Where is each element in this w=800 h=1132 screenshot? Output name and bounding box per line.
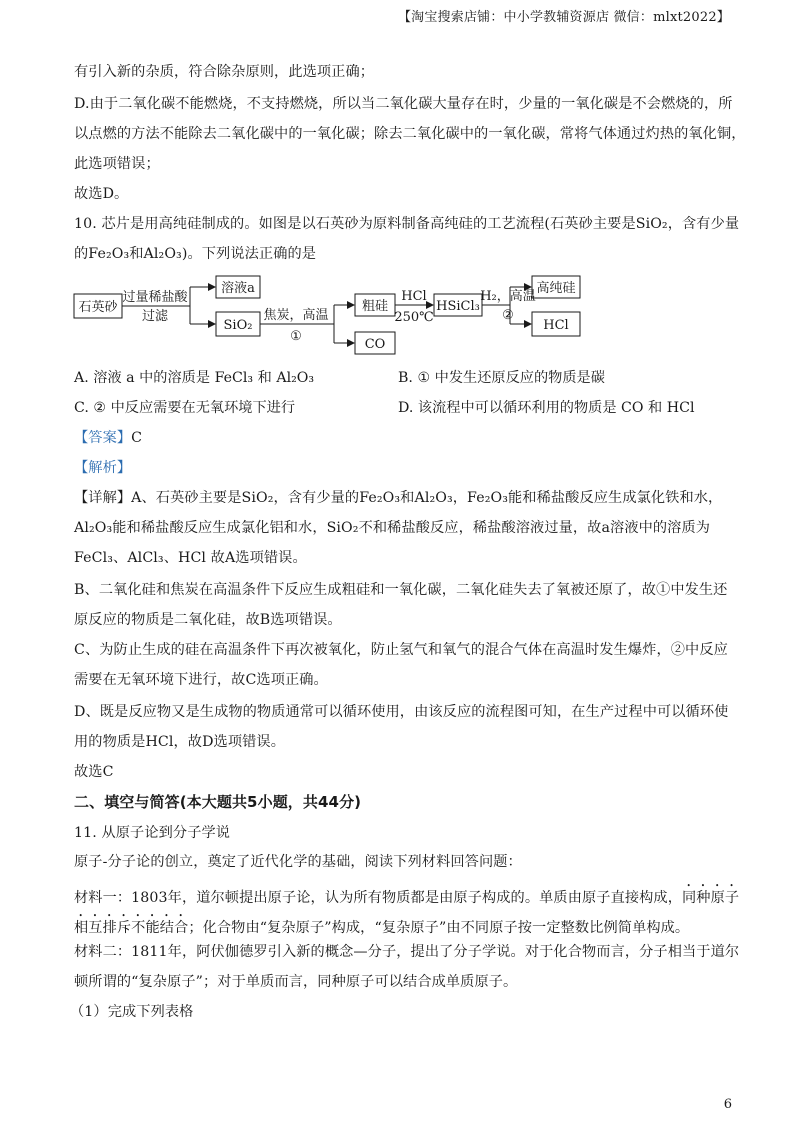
acid-label: 过量稀盐酸 bbox=[122, 290, 188, 305]
page-number: 6 bbox=[723, 1097, 732, 1112]
q10-stem-line-2: 的Fe₂O₃和Al₂O₃)。下列说法正确的是 bbox=[74, 246, 317, 262]
emphasis-text: 相互排斥不能结合 bbox=[74, 920, 189, 936]
detail-line-2: Al₂O₃能和稀盐酸反应生成氯化铝和水，SiO₂不和稀盐酸反应，稀盐酸溶液过量，故a溶液中的溶质为 bbox=[74, 520, 711, 536]
detail-line-1: 【详解】A、石英砂主要是SiO₂，含有少量的Fe₂O₃和Al₂O₃，Fe₂O₃能和稀盐酸反应生成氯化铁和水， bbox=[74, 490, 723, 506]
detail-line-8: D、既是反应物又是生成物的物质通常可以循环使用，由该反应的流程图可知，在生产过程中可以循环使 bbox=[74, 704, 729, 720]
option-a: A. 溶液 a 中的溶质是 FeCl₃ 和 Al₂O₃ bbox=[74, 370, 315, 386]
sio2-label: SiO₂ bbox=[223, 318, 253, 333]
detail-line-7: 需要在无氧环境下进行，故C选项正确。 bbox=[74, 672, 328, 688]
prev-answer-line-1: 有引入新的杂质，符合除杂原则，此选项正确； bbox=[74, 64, 375, 80]
option-d: D. 该流程中可以循环利用的物质是 CO 和 HCl bbox=[398, 400, 695, 416]
filter-label: 过滤 bbox=[141, 309, 169, 324]
solution-a-label: 溶液a bbox=[221, 281, 255, 296]
prev-answer-line-3: 以点燃的方法不能除去二氧化碳中的一氧化碳；除去二氧化碳中的一氧化碳，常将气体通过灼热的氧化铜， bbox=[74, 126, 746, 142]
q11-intro: 原子-分子论的创立，奠定了近代化学的基础，阅读下列材料回答问题： bbox=[74, 854, 522, 870]
material-1-line-1 bbox=[74, 882, 739, 908]
prev-answer-line-4: 此选项错误； bbox=[74, 156, 160, 172]
material-2-line-2: 顿所谓的“复杂原子”；对于单质而言，同种原子可以结合成单质原子。 bbox=[74, 974, 518, 990]
material-2-line-1: 材料二：1811年，阿伏伽德罗引入新的概念—分子，提出了分子学说。对于化合物而言，分子相当于道尔 bbox=[74, 944, 740, 960]
answer-value: C bbox=[131, 430, 143, 446]
answer-tag: 【答案】 bbox=[74, 430, 132, 446]
answer-line bbox=[74, 428, 142, 448]
temperature-label: 250℃ bbox=[394, 310, 434, 325]
hcl-out-label: HCl bbox=[543, 318, 569, 333]
q10-stem-line-1: 10. 芯片是用高纯硅制成的。如图是以石英砂为原料制备高纯硅的工艺流程(石英砂主要是SiO₂，含有少量 bbox=[74, 216, 740, 232]
analysis-tag: 【解析】 bbox=[74, 460, 132, 476]
pure-si-label: 高纯硅 bbox=[536, 281, 576, 296]
detail-line-5: 原反应的物质是二氧化硅，故B选项错误。 bbox=[74, 612, 342, 628]
co-label: CO bbox=[364, 337, 386, 352]
hcl-reagent-label: HCl bbox=[401, 289, 427, 304]
prev-answer-line-2: D.由于二氧化碳不能燃烧，不支持燃烧，所以当二氧化碳大量存在时，少量的一氧化碳是不会燃烧的，所 bbox=[74, 96, 733, 112]
detail-line-4: B、二氧化硅和焦炭在高温条件下反应生成粗硅和一氧化碳，二氧化硅失去了氧被还原了，故①中发生还 bbox=[74, 582, 728, 598]
detail-line-9: 用的物质是HCl，故D选项错误。 bbox=[74, 734, 285, 750]
material-1-text: 材料一：1803年，道尔顿提出原子论，认为所有物质都是由原子构成的。单质由原子直接构成， bbox=[74, 890, 683, 906]
q11-title: 11. 从原子论到分子学说 bbox=[74, 825, 231, 841]
process-flow-diagram bbox=[72, 270, 612, 362]
emphasis-text: 同种原子 bbox=[682, 890, 740, 906]
material-1-text: ；化合物由“复杂原子”构成，“复杂原子”由不同原子按一定整数比例简单构成。 bbox=[188, 920, 690, 936]
section-2-title: 二、填空与简答(本大题共5小题，共44分) bbox=[74, 793, 362, 811]
coke-label: 焦炭，高温 bbox=[263, 308, 329, 323]
step-1-label: ① bbox=[290, 329, 302, 344]
q11-sub-1: （1）完成下列表格 bbox=[70, 1004, 194, 1020]
crude-si-label: 粗硅 bbox=[361, 299, 389, 314]
h2-label: H₂，高温 bbox=[480, 289, 536, 304]
step-2-label: ② bbox=[502, 308, 514, 323]
shop-header: 【淘宝搜索店铺：中小学教辅资源店 微信：mlxt2022】 bbox=[397, 10, 730, 25]
option-c: C. ② 中反应需要在无氧环境下进行 bbox=[74, 400, 296, 416]
detail-line-10: 故选C bbox=[74, 764, 114, 780]
detail-line-6: C、为防止生成的硅在高温条件下再次被氧化，防止氢气和氧气的混合气体在高温时发生爆炸，②中反应 bbox=[74, 642, 728, 658]
option-b: B. ① 中发生还原反应的物质是碳 bbox=[398, 370, 605, 386]
quartz-label: 石英砂 bbox=[78, 300, 118, 315]
hsicl3-label: HSiCl₃ bbox=[436, 299, 480, 314]
material-1-line-2 bbox=[74, 912, 689, 938]
prev-answer-line-5: 故选D。 bbox=[74, 186, 129, 202]
detail-line-3: FeCl₃、AlCl₃、HCl 故A选项错误。 bbox=[74, 550, 307, 566]
